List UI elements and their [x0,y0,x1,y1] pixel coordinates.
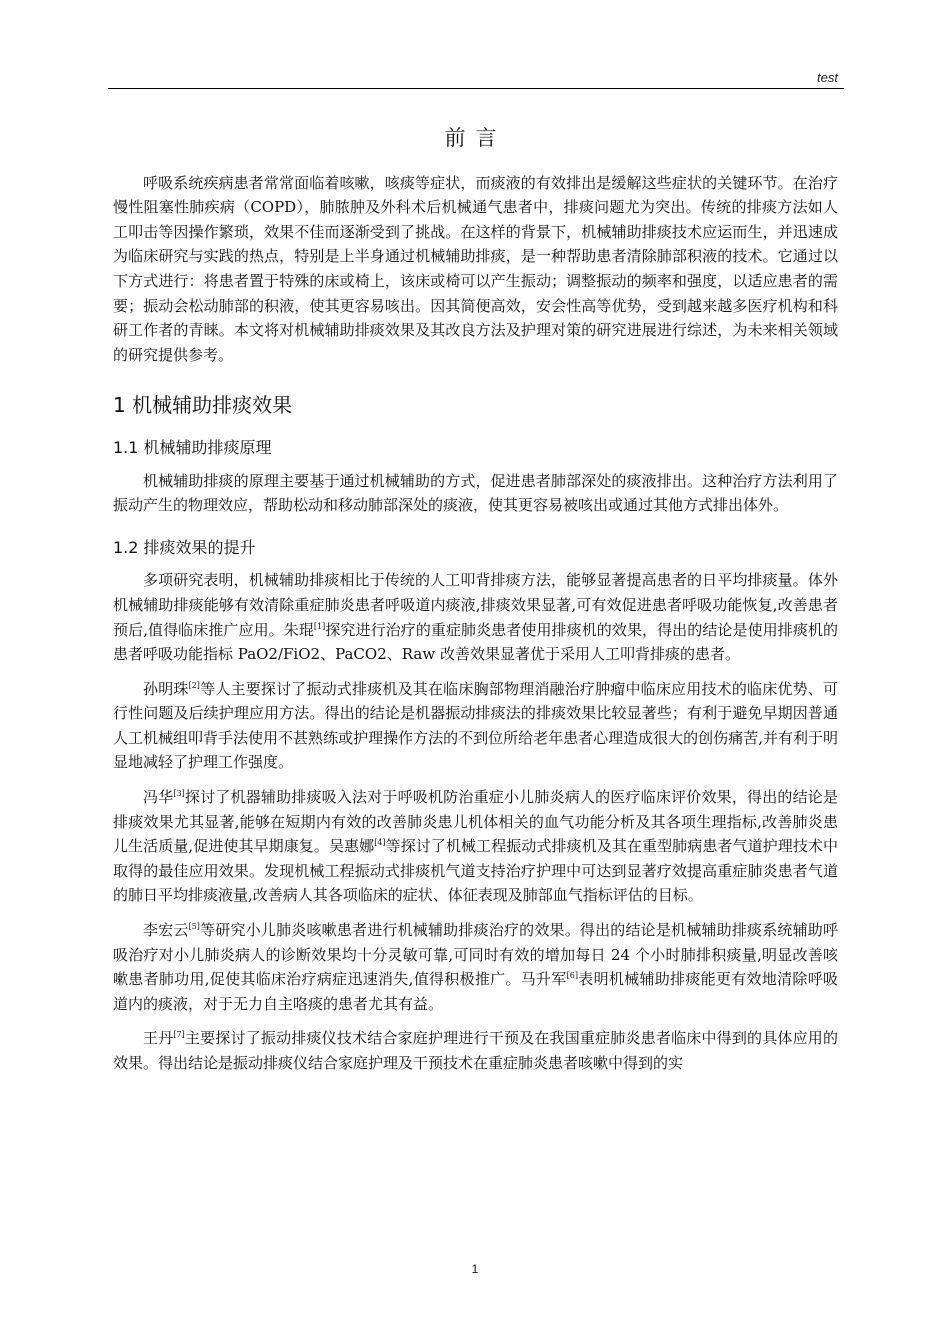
intro-paragraph: 呼吸系统疾病患者常常面临着咳嗽，咳痰等症状，而痰液的有效排出是缓解这些症状的关键环节。在治疗慢性阻塞性肺疾病（COPD），肺脓肿及外科术后机械通气患者中，排痰问题尤为突出。传统的排痰方法如人工叩击等因操作繁琐，效果不佳而逐渐受到了挑战。在这样的背景下，机械辅助排痰技术应运而生，并迅速成为临床研究与实践的热点，特别是上半身通过机械辅助排痰，是一种帮助患者清除肺部积液的技术。它通过以下方式进行：将患者置于特殊的床或椅上，该床或椅可以产生振动；调整振动的频率和强度，以适应患者的需要；振动会松动肺部的积液，使其更容易咳出。因其简便高效，安会性高等优势，受到越来越多医疗机构和科研工作者的青睐。本文将对机械辅助排痰效果及其改良方法及护理对策的研究进展进行综述，为未来相关领域的研究提供参考。 [113,173,838,364]
paragraph-text: 等研究小儿肺炎咳嗽患者进行机械辅助排痰治疗的效果。得出的结论是机械辅助排痰系统辅助呼吸治疗对小儿肺炎病人的诊断效果均十分灵敏可靠,可同时有效的增加每日 24 个小时肺排积痰量,明显改善咳嗽患者肺功用,促使其临床治疗病症迅速消失,值得积极推广。马升军 [113,921,838,989]
citation-ref-4[interactable]: [4] [374,838,386,848]
section-1-1-heading: 1.1 机械辅助排痰原理 [113,437,272,457]
paragraph-text: 等探讨了机械工程振动式排痰机及其在重型肺病患者气道护理技术中取得的最佳应用效果。发现机械工程振动式排痰机气道支持治疗护理中可达到显著疗效提高重症肺炎患者气道的肺日平均排痰液量,改善病人其各项临床的症状、体征表现及肺部血气指标评估的目标。 [113,837,838,905]
paragraph-text: 李宏云 [143,921,189,940]
section-1-2-paragraph-3 [113,785,838,908]
document-body [113,126,838,1076]
document-title: 前言 [444,126,507,150]
page-number: 1 [471,1262,479,1276]
citation-ref-6[interactable]: [6] [566,971,578,981]
section-1-2-heading: 1.2 排痰效果的提升 [113,537,256,557]
citation-ref-1[interactable]: [1] [313,621,326,631]
section-1-2-paragraph-1 [113,568,838,666]
citation-ref-5[interactable]: [5] [188,922,200,932]
paragraph-text: 探究进行治疗的重症肺炎患者使用排痰机的效果，得出的结论是使用排痰机的患者呼吸功能指标 PaO2/FiO2、PaCO2、Raw 改善效果显著优于采用人工叩背排痰的患者。 [113,620,838,664]
section-1-2-paragraph-2 [113,677,838,775]
citation-ref-7[interactable]: [7] [173,1030,185,1040]
section-1-2-paragraph-5 [113,1026,838,1075]
section-1-heading: 1 机械辅助排痰效果 [113,393,293,418]
paragraph-text: 冯华 [143,788,174,807]
citation-ref-3[interactable]: [3] [173,789,185,799]
section-1-1-paragraph: 机械辅助排痰的原理主要基于通过机械辅助的方式，促进患者肺部深处的痰液排出。这种治疗方法利用了振动产生的物理效应，帮助松动和移动肺部深处的痰液，使其更容易被咳出或通过其他方式排出体外。 [113,471,838,515]
paragraph-text: 王丹 [143,1029,174,1048]
section-1-2-paragraph-4 [113,918,838,1016]
running-header: test [817,70,838,85]
citation-ref-2[interactable]: [2] [188,680,200,690]
header-rule [108,88,844,89]
paragraph-text: 探讨了机器辅助排痰吸入法对于呼吸机防治重症小儿肺炎病人的医疗临床评价效果，得出的结论是排痰效果尤其显著,能够在短期内有效的改善肺炎患儿机体相关的血气功能分析及其各项生理指标,改善肺炎患儿生活质量,促进使其早期康复。吴惠娜 [113,788,838,856]
paragraph-text: 主要探讨了振动排痰仪技术结合家庭护理进行干预及在我国重症肺炎患者临床中得到的具体应用的效果。得出结论是振动排痰仪结合家庭护理及干预技术在重症肺炎患者咳嗽中得到的实 [113,1029,838,1072]
paragraph-text: 表明机械辅助排痰能更有效地清除呼吸道内的痰液，对于无力自主咯痰的患者尤其有益。 [113,970,838,1013]
paragraph-text: 孙明珠 [143,679,189,698]
paragraph-text: 多项研究表明，机械辅助排痰相比于传统的人工叩背排痰方法，能够显著提高患者的日平均排痰量。体外机械辅助排痰能够有效清除重症肺炎患者呼吸道内痰液,排痰效果显著,可有效促进患者呼吸功能恢复,改善患者预后,值得临床推广应用。朱琨 [113,571,838,639]
paragraph-text: 等人主要探讨了振动式排痰机及其在临床胸部物理消融治疗肿瘤中临床应用技术的临床优势、可行性问题及后续护理应用方法。得出的结论是机器振动排痰法的排痰效果比较显著些；有利于避免早期因普通人工机械组叩背手法使用不甚熟练或护理操作方法的不到位所给老年患者心理造成很大的创伤痛苦,并有利于明显地减轻了护理工作强度。 [113,679,838,772]
